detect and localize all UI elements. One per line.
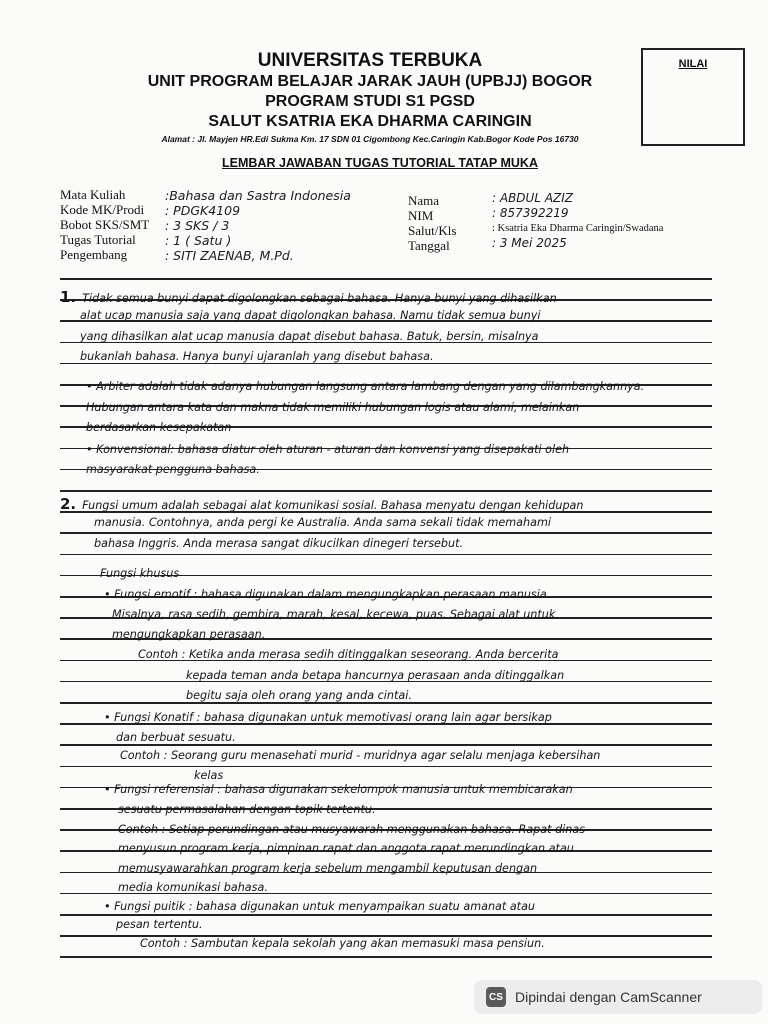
- course-value: :Bahasa dan Sastra Indonesia: [165, 188, 351, 203]
- answer-text: Contoh : Sambutan kepala sekolah yang akan memasuki masa pensiun.: [140, 937, 545, 950]
- answer-text: Contoh : Setiap perundingan atau musyawarah menggunakan bahasa. Rapat dinas: [118, 823, 586, 836]
- answer-text: Contoh : Seorang guru menasehati murid - muridnya agar selalu menjaga kebersihan: [120, 749, 601, 762]
- answer-line: [60, 689, 710, 702]
- camscanner-watermark: [474, 980, 762, 1014]
- student-info-labels: [408, 193, 456, 253]
- answer-line: [60, 842, 710, 855]
- ruled-line: [60, 766, 712, 768]
- answer-text: Misalnya, rasa sedih, gembira, marah, kesal, kecewa, puas. Sebagai alat untuk: [112, 608, 556, 621]
- answer-line: [60, 421, 710, 434]
- course-info-values: [165, 188, 351, 263]
- answer-text: Tidak semua bunyi dapat digolongkan sebagai bahasa. Hanya bunyi yang dihasilkan: [82, 292, 557, 305]
- class-value: : Ksatria Eka Dharma Caringin/Swadana: [492, 223, 664, 234]
- ruled-line: [60, 278, 712, 280]
- answer-text: Fungsi umum adalah sebagai alat komunikasi sosial. Bahasa menyatu dengan kehidupan: [82, 499, 584, 512]
- ruled-line: [60, 490, 712, 492]
- answer-text: kepada teman anda betapa hancurnya perasaan anda ditinggalkan: [186, 669, 565, 682]
- developer-label: Pengembang: [60, 247, 128, 262]
- answer-text: sesuatu permasalahan dengan topik tertentu.: [118, 803, 376, 816]
- answer-text: masyarakat pengguna bahasa.: [86, 463, 260, 476]
- answer-text: pesan tertentu.: [116, 918, 203, 931]
- answer-text: menyusun program kerja, pimpinan rapat dan anggota rapat merundingkan atau: [118, 842, 574, 855]
- answer-line: [60, 380, 710, 393]
- answer-text: media komunikasi bahasa.: [118, 881, 268, 894]
- class-label: Salut/Kls: [408, 223, 457, 238]
- ruled-line: [60, 956, 712, 958]
- answer-line: [60, 516, 710, 529]
- nim-value: : 857392219: [492, 206, 569, 220]
- answer-line: [60, 749, 710, 762]
- answer-text: Fungsi khusus: [100, 567, 180, 580]
- assignment-value: : 1 ( Satu ): [165, 233, 232, 248]
- assignment-label: Tugas Tutorial: [60, 232, 136, 247]
- answer-text: • Fungsi referensial : bahasa digunakan sekelompok manusia untuk membicarakan: [104, 783, 573, 796]
- answer-text: yang dihasilkan alat ucap manusia dapat disebut bahasa. Batuk, bersin, misalnya: [80, 330, 539, 343]
- ruled-line: [60, 532, 712, 534]
- camscanner-icon: CS: [486, 987, 506, 1007]
- ruled-line: [60, 554, 712, 556]
- answer-text: kelas: [194, 769, 224, 782]
- ruled-line: [60, 744, 712, 746]
- answer-text: mengungkapkan perasaan.: [112, 628, 266, 641]
- answer-line: [60, 711, 710, 724]
- answer-line: [60, 608, 710, 621]
- grade-label: NILAI: [678, 58, 708, 70]
- name-label: Nama: [408, 193, 440, 208]
- answer-text: begitu saja oleh orang yang anda cintai.: [186, 689, 412, 702]
- course-label: Mata Kuliah: [60, 187, 126, 202]
- name-value: : ABDUL AZIZ: [492, 191, 574, 205]
- ruled-line: [60, 914, 712, 916]
- answer-text: Contoh : Ketika anda merasa sedih ditinggalkan seseorang. Anda bercerita: [138, 648, 559, 661]
- program-name: PROGRAM STUDI S1 PGSD: [265, 93, 475, 110]
- code-label: Kode MK/Prodi: [60, 202, 145, 217]
- answer-line: [60, 648, 710, 661]
- answer-line: [60, 900, 710, 913]
- ruled-line: [60, 363, 712, 365]
- answer-text: alat ucap manusia saja yang dapat digolongkan bahasa. Namu tidak semua bunyi: [80, 309, 541, 322]
- unit-name: UNIT PROGRAM BELAJAR JARAK JAUH (UPBJJ) BOGOR: [147, 73, 593, 90]
- answer-line: [60, 803, 710, 816]
- answer-line: [60, 330, 710, 343]
- credits-value: : 3 SKS / 3: [165, 218, 230, 233]
- answer-line: [60, 588, 710, 601]
- answer-line: [60, 669, 710, 682]
- answer-line: [60, 881, 710, 894]
- ruled-line: [60, 702, 712, 704]
- answer-line: [60, 309, 710, 322]
- salut-name: SALUT KSATRIA EKA DHARMA CARINGIN: [208, 113, 532, 130]
- answer-text: • Fungsi puitik : bahasa digunakan untuk menyampaikan suatu amanat atau: [104, 900, 536, 913]
- answer-text: bahasa Inggris. Anda merasa sangat dikucilkan dinegeri tersebut.: [94, 537, 464, 550]
- answer-line: [60, 288, 710, 306]
- answer-text: • Konvensional: bahasa diatur oleh aturan - aturan dan konvensi yang disepakati oleh: [86, 443, 570, 456]
- answer-text: • Arbiter adalah tidak adanya hubungan langsung antara lambang dengan yang dilambangkannya.: [86, 380, 645, 393]
- code-value: : PDGK4109: [165, 203, 241, 218]
- answer-line: [60, 783, 710, 796]
- answer-text: dan berbuat sesuatu.: [116, 731, 236, 744]
- question-number: 1.: [60, 288, 77, 306]
- answer-text: • Fungsi Konatif : bahasa digunakan untuk memotivasi orang lain agar bersikap: [104, 711, 552, 724]
- date-value: : 3 Mei 2025: [492, 236, 567, 250]
- date-label: Tanggal: [408, 238, 450, 253]
- answer-line: [60, 537, 710, 550]
- answer-line: [60, 495, 710, 513]
- student-info-values: [492, 191, 663, 251]
- answer-line: [60, 567, 710, 580]
- answer-text: berdasarkan kesepakatan: [86, 421, 232, 434]
- answer-line: [60, 350, 710, 363]
- university-name: UNIVERSITAS TERBUKA: [257, 50, 483, 71]
- sheet-title: LEMBAR JAWABAN TUGAS TUTORIAL TATAP MUKA: [222, 156, 538, 170]
- answer-line: [60, 443, 710, 456]
- answer-line: [60, 769, 710, 782]
- answer-text: • Fungsi emotif : bahasa digunakan dalam mengungkapkan perasaan manusia.: [104, 588, 551, 601]
- question-number: 2.: [60, 495, 77, 513]
- answer-line: [60, 937, 710, 950]
- answer-text: bukanlah bahasa. Hanya bunyi ujaranlah yang disebut bahasa.: [80, 350, 434, 363]
- answer-text: memusyawarahkan program kerja sebelum mengambil keputusan dengan: [118, 862, 538, 875]
- developer-value: : SITI ZAENAB, M.Pd.: [165, 248, 294, 263]
- credits-label: Bobot SKS/SMT: [60, 217, 150, 232]
- grade-box: [641, 48, 745, 146]
- answer-line: [60, 463, 710, 476]
- answer-line: [60, 918, 710, 931]
- answer-line: [60, 628, 710, 641]
- answer-line: [60, 862, 710, 875]
- answer-line: [60, 401, 710, 414]
- address: Alamat : Jl. Mayjen HR.Edi Sukma Km. 17 SDN 01 Cigombong Kec.Caringin Kab.Bogor Kode Pos 16730: [161, 134, 579, 144]
- course-info-labels: [60, 187, 149, 262]
- answer-text: Hubungan antara kata dan makna tidak memiliki hubungan logis atau alami, melainkan: [86, 401, 580, 414]
- answer-line: [60, 731, 710, 744]
- nim-label: NIM: [408, 208, 434, 223]
- letterhead: [100, 50, 640, 146]
- answer-text: manusia. Contohnya, anda pergi ke Australia. Anda sama sekali tidak memahami: [94, 516, 551, 529]
- camscanner-text: Dipindai dengan CamScanner: [515, 989, 702, 1005]
- answer-line: [60, 823, 710, 836]
